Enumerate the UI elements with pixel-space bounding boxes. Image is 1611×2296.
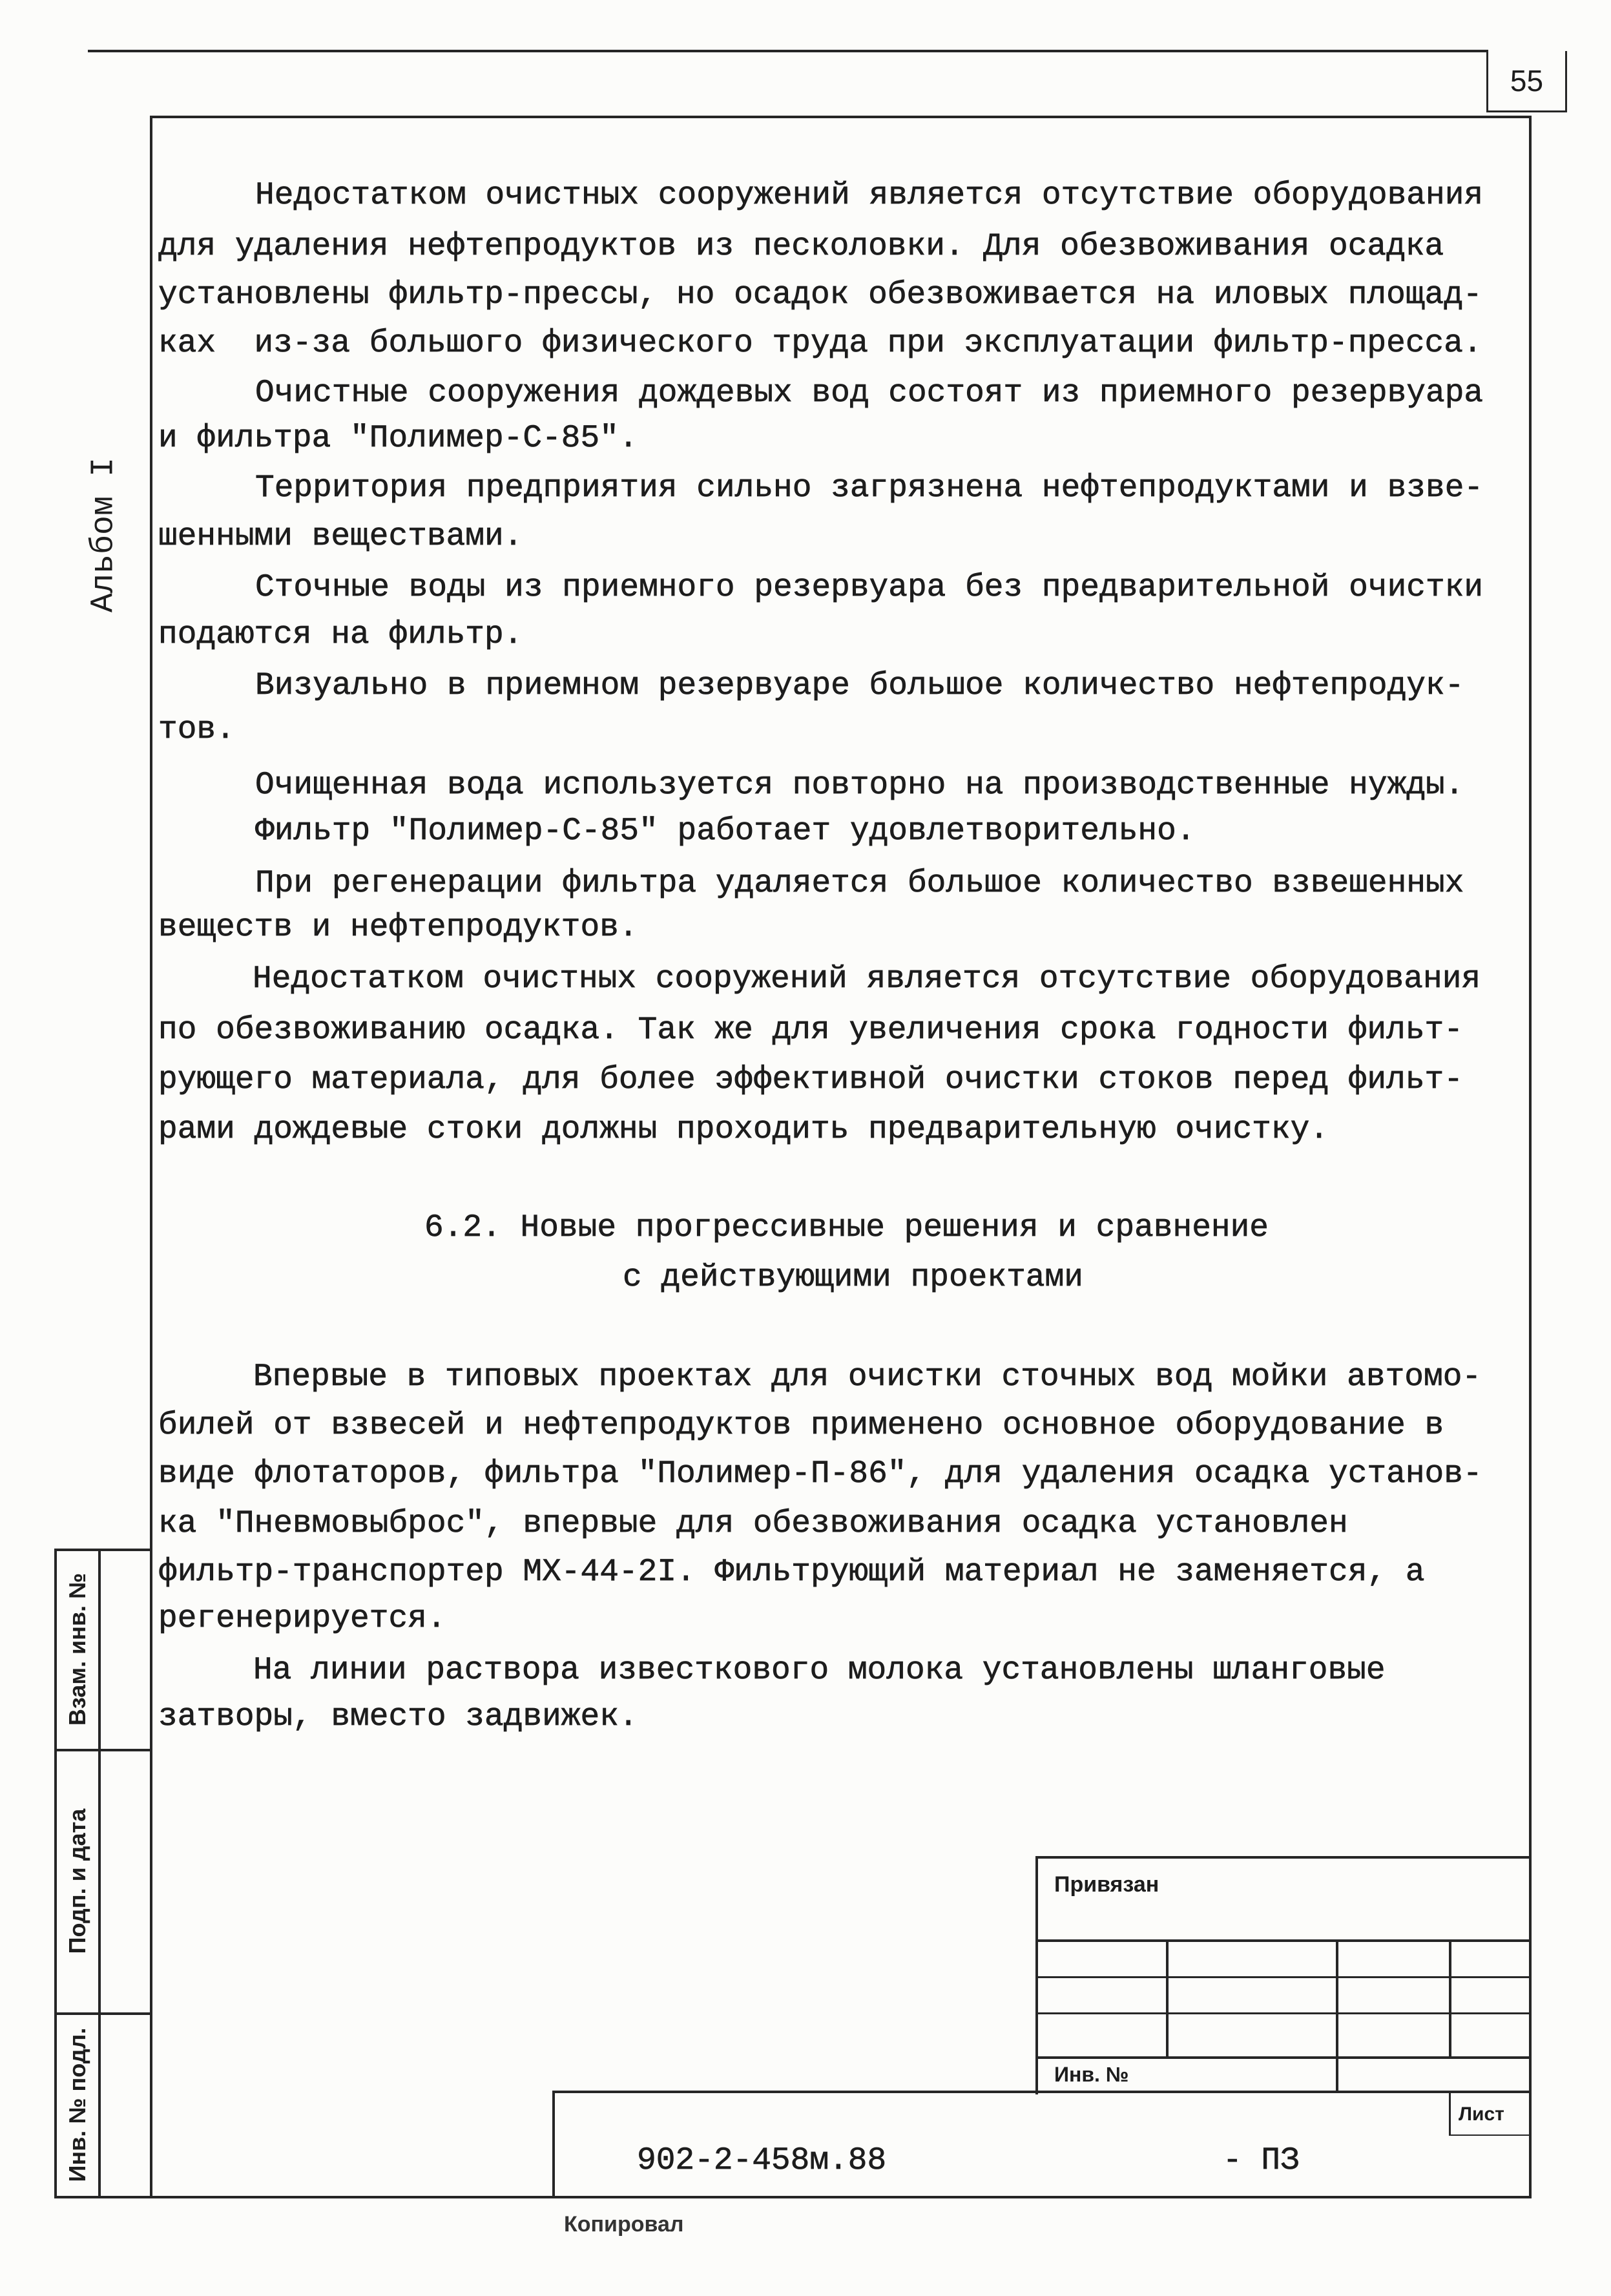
frame-top xyxy=(150,116,1532,118)
frame-right xyxy=(1529,116,1532,2198)
frame-left xyxy=(150,116,152,2198)
copied-by-label: Копировал xyxy=(564,2212,684,2237)
stamp-separator xyxy=(54,1549,152,1551)
body-text-line: Очистные сооружения дождевых вод состоят из приемного резервуара xyxy=(255,375,1484,411)
section-heading-line: 6.2. Новые прогрессивные решения и сравнение xyxy=(424,1209,1269,1246)
body-text-line: Недостатком очистных сооружений является отсутствие оборудования xyxy=(253,961,1481,997)
document-suffix: - ПЗ xyxy=(1223,2142,1300,2178)
sheet-cell-left xyxy=(1449,2093,1451,2136)
attached-label: Привязан xyxy=(1054,1872,1159,1897)
document-code: 902-2-458м.88 xyxy=(637,2142,887,2178)
stamp-separator xyxy=(54,1749,152,1751)
title-block-col xyxy=(1449,1939,1451,2058)
body-text-line: На линии раствора известкового молока установлены шланговые xyxy=(253,1652,1386,1688)
page-number: 55 xyxy=(1486,51,1567,112)
body-text-line: рами дождевые стоки должны проходить предварительную очистку. xyxy=(158,1111,1329,1147)
header-rule xyxy=(88,50,1488,52)
body-text-line: веществ и нефтепродуктов. xyxy=(158,909,638,945)
body-text-line: Визуально в приемном резервуаре большое количество нефтепродук- xyxy=(255,667,1464,704)
body-text-line: Недостатком очистных сооружений является отсутствие оборудования xyxy=(255,177,1484,213)
body-text-line: билей от взвесей и нефтепродуктов применено основное оборудование в xyxy=(158,1407,1444,1443)
body-text-line: тов. xyxy=(158,711,235,747)
body-text-line: ках из-за большого физического труда при эксплуатации фильтр-пресса. xyxy=(158,325,1482,361)
body-text-line: Впервые в типовых проектах для очистки сточных вод мойки автомо- xyxy=(253,1359,1482,1395)
title-block-row xyxy=(1035,2056,1530,2059)
stamp-inv-original-label: Инв. № подл. xyxy=(64,2027,90,2182)
body-text-line: фильтр-транспортер МХ-44-2I. Фильтрующий материал не заменяется, а xyxy=(158,1554,1425,1590)
inv-no-label: Инв. № xyxy=(1054,2063,1129,2086)
doc-block-left xyxy=(552,2091,555,2198)
body-text-line: Сточные воды из приемного резервуара без предварительной очистки xyxy=(255,569,1484,605)
title-block-row xyxy=(1035,1976,1530,1978)
title-block-col xyxy=(1336,1939,1338,2093)
section-heading-line: с действующими проектами xyxy=(623,1259,1083,1295)
album-label: Альбом I xyxy=(85,457,123,613)
sheet-cell-bottom xyxy=(1449,2134,1530,2136)
body-text-line: Очищенная вода используется повторно на производственные нужды. xyxy=(255,767,1464,803)
stamp-separator xyxy=(54,2012,152,2015)
title-block-row xyxy=(1035,2012,1530,2014)
body-text-line: установлены фильтр-прессы, но осадок обезвоживается на иловых площад- xyxy=(158,277,1482,313)
body-text-line: шенными веществами. xyxy=(158,518,523,554)
stamp-sign-date-label: Подп. и дата xyxy=(64,1808,90,1954)
body-text-line: для удаления нефтепродуктов из песколовки. Для обезвоживания осадка xyxy=(158,228,1444,264)
doc-block-top xyxy=(552,2091,1530,2093)
title-block-row xyxy=(1035,1939,1530,1942)
stamp-replace-inv-label: Взам. инв. № xyxy=(64,1572,90,1726)
sheet-label: Лист xyxy=(1459,2103,1504,2125)
body-text-line: подаются на фильтр. xyxy=(158,616,523,652)
body-text-line: и фильтра "Полимер-С-85". xyxy=(158,420,638,456)
body-text-line: ка "Пневмовыброс", впервые для обезвоживания осадка установлен xyxy=(158,1505,1348,1541)
body-text-line: по обезвоживанию осадка. Так же для увеличения срока годности фильт- xyxy=(158,1012,1463,1048)
stamp-border-divider xyxy=(98,1549,101,2198)
body-text-line: При регенерации фильтра удаляется большое количество взвешенных xyxy=(255,865,1464,901)
body-text-line: Фильтр "Полимер-С-85" работает удовлетворительно. xyxy=(255,813,1196,849)
stamp-border-outer xyxy=(54,1549,57,2198)
title-block-top xyxy=(1035,1856,1530,1859)
frame-bottom xyxy=(56,2196,1532,2198)
title-block-col xyxy=(1166,1939,1169,2058)
body-text-line: затворы, вместо задвижек. xyxy=(158,1698,638,1735)
body-text-line: регенерируется. xyxy=(158,1600,446,1636)
body-text-line: виде флотаторов, фильтра "Полимер-П-86", для удаления осадка установ- xyxy=(158,1456,1482,1492)
body-text-line: рующего материала, для более эффективной очистки стоков перед фильт- xyxy=(158,1061,1463,1098)
body-text-line: Территория предприятия сильно загрязнена нефтепродуктами и взве- xyxy=(255,470,1484,506)
